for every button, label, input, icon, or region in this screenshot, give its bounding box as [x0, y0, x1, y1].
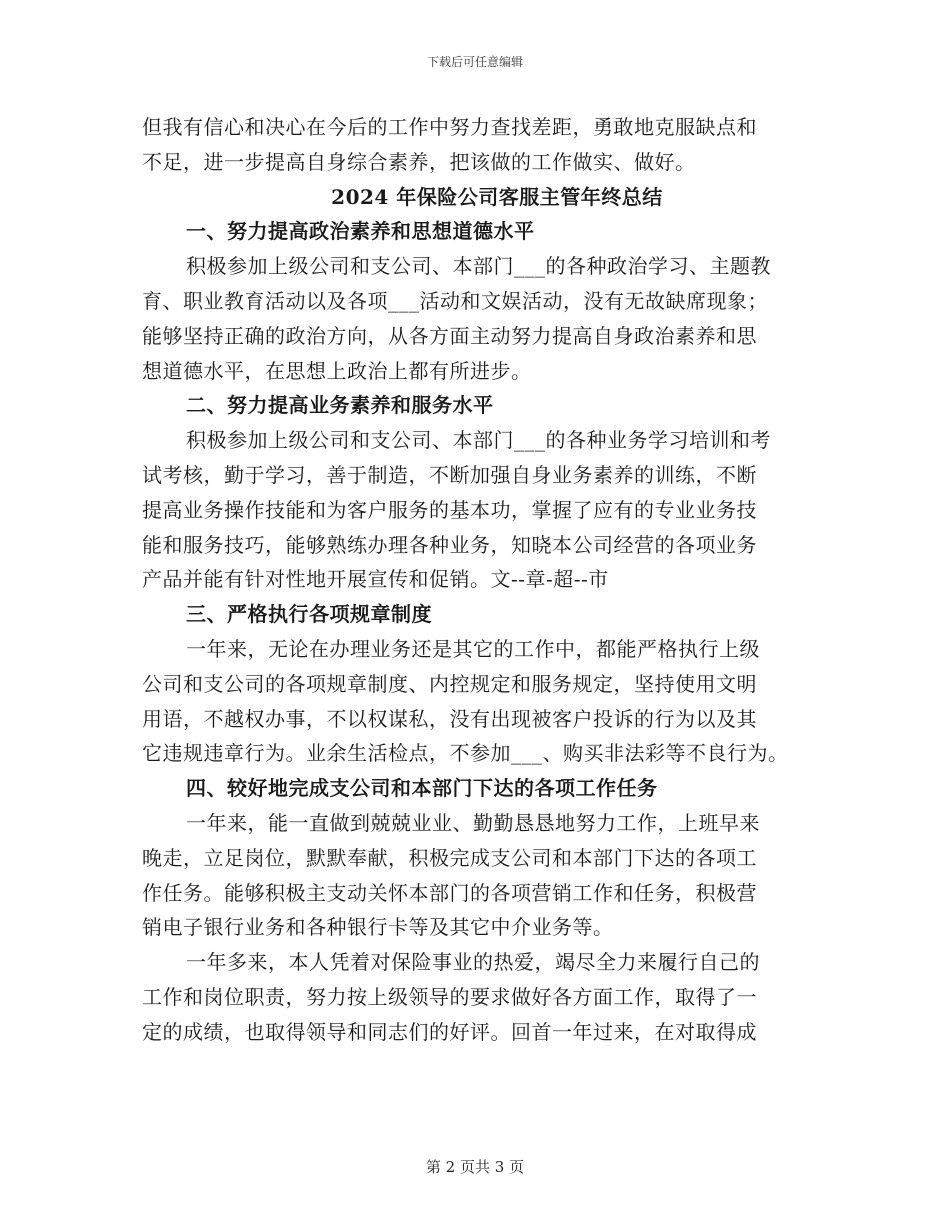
- paragraph-line: 但我有信心和决心在今后的工作中努力查找差距，勇敢地克服缺点和: [142, 115, 757, 139]
- page-header: 下载后可任意编辑: [426, 55, 523, 69]
- paragraph-line: 积极参加上级公司和支公司、本部门___的各种政治学习、主题教: [186, 254, 771, 279]
- document-body: [142, 110, 832, 1050]
- paragraph-line: 晚走，立足岗位，默默奉献，积极完成支公司和本部门下达的各项工: [142, 845, 757, 870]
- paragraph-line: 定的成绩，也取得领导和同志们的好评。回首一年过来，在对取得成: [142, 1019, 757, 1044]
- document-title: 2024 年保险公司客服主管年终总结: [331, 184, 663, 209]
- paragraph-line: 用语，不越权办事，不以权谋私，没有出现被客户投诉的行为以及其: [142, 706, 757, 731]
- paragraph-line: 工作和岗位职责，努力按上级领导的要求做好各方面工作，取得了一: [142, 984, 757, 1009]
- page-footer: 第 2 页共 3 页: [425, 1158, 525, 1176]
- paragraph-line: 公司和支公司的各项规章制度、内控规定和服务规定，坚持使用文明: [142, 671, 757, 696]
- paragraph-line: 试考核，勤于学习，善于制造，不断加强自身业务素养的训练，不断: [142, 462, 757, 487]
- paragraph-line: 提高业务操作技能和为客户服务的基本功，掌握了应有的专业业务技: [142, 497, 757, 522]
- paragraph-line: 一年多来，本人凭着对保险事业的热爱，竭尽全力来履行自己的: [186, 950, 760, 975]
- paragraph-line: 能够坚持正确的政治方向，从各方面主动努力提高自身政治素养和思: [142, 323, 757, 348]
- paragraph-line: 不足，进一步提高自身综合素养，把该做的工作做实、做好。: [142, 149, 696, 174]
- paragraph-line: 产品并能有针对性地开展宣传和促销。文--章-超--市: [142, 567, 609, 592]
- paragraph-line: 它违规违章行为。业余生活检点，不参加___、购买非法彩等不良行为。: [142, 741, 789, 766]
- paragraph-line: 一年来，能一直做到兢兢业业、勤勤恳恳地努力工作，上班早来: [186, 810, 760, 835]
- paragraph-line: 能和服务技巧，能够熟练办理各种业务，知晓本公司经营的各项业务: [142, 532, 757, 557]
- section-heading: 二、努力提高业务素养和服务水平: [186, 393, 494, 418]
- paragraph-line: 一年来，无论在办理业务还是其它的工作中，都能严格执行上级: [186, 636, 760, 661]
- section-heading: 三、严格执行各项规章制度: [186, 602, 432, 627]
- paragraph-line: 作任务。能够积极主支动关怀本部门的各项营销工作和任务，积极营: [142, 880, 757, 905]
- paragraph-line: 想道德水平，在思想上政治上都有所进步。: [142, 358, 532, 383]
- section-heading: 一、努力提高政治素养和思想道德水平: [186, 219, 535, 244]
- paragraph-line: 积极参加上级公司和支公司、本部门___的各种业务学习培训和考: [186, 428, 771, 453]
- section-heading: 四、较好地完成支公司和本部门下达的各项工作任务: [186, 776, 658, 801]
- paragraph-line: 销电子银行业务和各种银行卡等及其它中介业务等。: [142, 915, 614, 940]
- paragraph-line: 育、职业教育活动以及各项___活动和文娱活动，没有无故缺席现象；: [142, 288, 768, 313]
